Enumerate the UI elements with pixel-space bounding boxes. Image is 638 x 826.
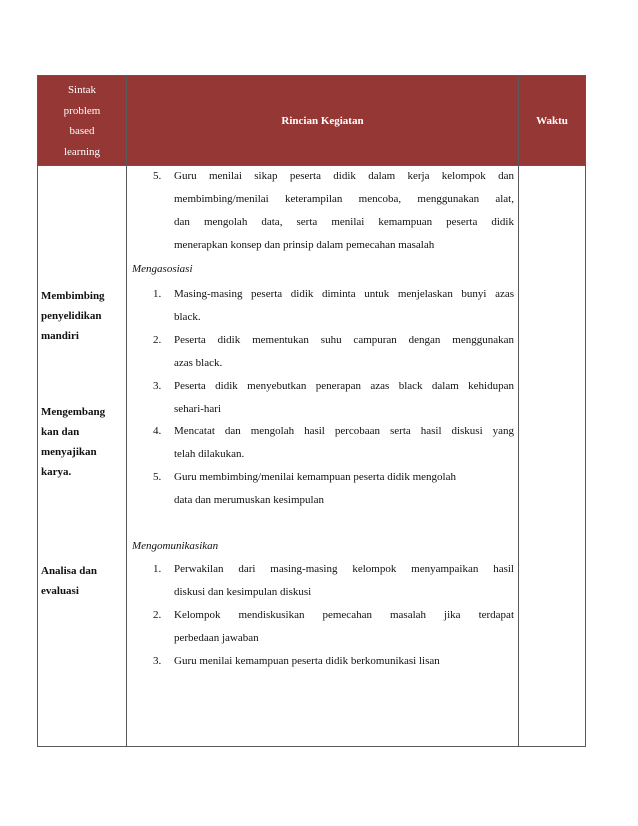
- stage-line: menyajikan: [41, 446, 97, 458]
- list-number: 5.: [153, 471, 162, 483]
- list-item-line: membimbing/menilai keterampilan mencoba, menggunakan alat,: [174, 193, 514, 205]
- stage-mengembangkan: [38, 402, 127, 482]
- section-heading-mengasosiasi: Mengasosiasi: [132, 263, 193, 275]
- stage-line: karya.: [41, 466, 72, 478]
- list-number: 3.: [153, 655, 162, 667]
- stage-line: kan dan: [41, 426, 80, 438]
- list-item-line: telah dilakukan.: [174, 448, 245, 460]
- header-rincian-kegiatan: Rincian Kegiatan: [127, 76, 519, 165]
- list-item-line: Guru membimbing/menilai kemampuan peserta didik mengolah: [174, 471, 456, 483]
- table-body-row: [38, 165, 585, 746]
- stage-line: penyelidikan: [41, 310, 102, 322]
- list-item-line: Guru menilai kemampuan peserta didik berkomunikasi lisan: [174, 655, 440, 667]
- list-item-line: perbedaan jawaban: [174, 632, 259, 644]
- list-item-line: Peserta didik mementukan suhu campuran dengan menggunakan: [174, 334, 514, 346]
- list-item-line: azas black.: [174, 357, 223, 369]
- stage-line: Analisa dan: [41, 565, 97, 577]
- list-number: 1.: [153, 563, 162, 575]
- table-header: [38, 76, 585, 165]
- column-divider: [518, 166, 519, 746]
- list-number: 2.: [153, 609, 162, 621]
- list-item-line: Mencatat dan mengolah hasil percobaan serta hasil diskusi yang: [174, 425, 514, 437]
- list-item-line: menerapkan konsep dan prinsip dalam pemecahan masalah: [174, 239, 435, 251]
- stage-membimbing: [38, 286, 127, 346]
- stage-line: mandiri: [41, 330, 79, 342]
- lesson-activity-table: [37, 75, 586, 747]
- stage-analisa: [38, 561, 127, 601]
- list-item-line: sehari-hari: [174, 403, 222, 415]
- stage-line: evaluasi: [41, 585, 79, 597]
- stage-line: Mengembang: [41, 406, 106, 418]
- header-sintak: [38, 76, 127, 165]
- list-item-line: data dan merumuskan kesimpulan: [174, 494, 324, 506]
- list-item-line: Masing-masing peserta didik diminta untuk menjelaskan bunyi azas: [174, 288, 514, 300]
- header-sintak-line: based: [69, 125, 95, 137]
- list-number: 5.: [153, 170, 162, 182]
- list-number: 2.: [153, 334, 162, 346]
- list-item-line: Peserta didik menyebutkan penerapan azas black dalam kehidupan: [174, 380, 514, 392]
- list-item-line: black.: [174, 311, 201, 323]
- list-number: 4.: [153, 425, 162, 437]
- header-sintak-line: problem: [63, 104, 101, 117]
- stage-line: Membimbing: [41, 290, 105, 302]
- list-item-line: Kelompok mendiskusikan pemecahan masalah jika terdapat: [174, 609, 514, 621]
- list-item-line: diskusi dan kesimpulan diskusi: [174, 586, 312, 598]
- list-item-line: Perwakilan dari masing-masing kelompok menyampaikan hasil: [174, 563, 514, 575]
- list-item-line: dan mengolah data, serta menilai kemampuan peserta didik: [174, 216, 514, 228]
- header-sintak-line: Sintak: [67, 84, 97, 96]
- header-waktu: Waktu: [536, 114, 568, 127]
- list-item-line: Guru menilai sikap peserta didik dalam kerja kelompok dan: [174, 170, 514, 182]
- list-number: 1.: [153, 288, 162, 300]
- header-sintak-line: learning: [63, 145, 101, 158]
- list-number: 3.: [153, 380, 162, 392]
- section-heading-mengomunikasikan: Mengomunikasikan: [132, 540, 219, 552]
